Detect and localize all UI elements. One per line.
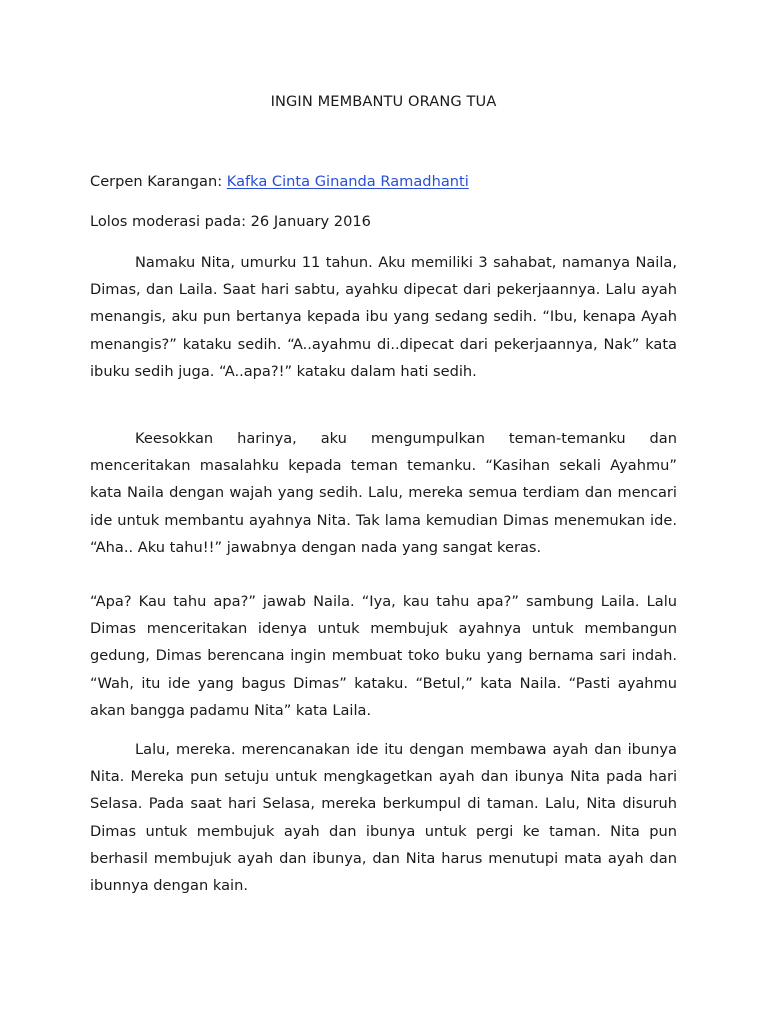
author-label: Cerpen Karangan: — [90, 173, 227, 190]
paragraph-2: Keesokkan harinya, aku mengumpulkan teman-temanku dan menceritakan masalahku kepada teman temanku. “Kasihan sekali Ayahmu” kata Naila dengan wajah yang sedih. Lalu, mereka semua terdiam dan mencari ide untuk membantu ayahnya Nita. Tak lama kemudian Dimas menemukan ide. “Aha.. Aku tahu!!” jawabnya dengan nada yang sangat keras. — [90, 430, 677, 556]
author-link[interactable]: Kafka Cinta Ginanda Ramadhanti — [226, 173, 469, 190]
document-page — [90, 0, 677, 1024]
paragraph-4: Lalu, mereka. merencanakan ide itu dengan membawa ayah dan ibunya Nita. Mereka pun setuju untuk mengkagetkan ayah dan ibunya Nita pada hari Selasa. Pada saat hari Selasa, mereka berkumpul di taman. Lalu, Nita disuruh Dimas untuk membujuk ayah dan ibunya untuk pergi ke taman. Nita pun berhasil membujuk ayah dan ibunya, dan Nita harus menutupi mata ayah dan ibunnya dengan kain. — [90, 741, 677, 895]
paragraph-1: Namaku Nita, umurku 11 tahun. Aku memiliki 3 sahabat, namanya Naila, Dimas, dan Laila. Saat hari sabtu, ayahku dipecat dari pekerjaannya. Lalu ayah menangis, aku pun bertanya kepada ibu yang sedang sedih. “Ibu, kenapa Ayah menangis?” kataku sedih. “A..ayahmu di..dipecat dari pekerjaannya, Nak” kata ibuku sedih juga. “A..apa?!” kataku dalam hati sedih. — [90, 254, 677, 380]
moderation-date: Lolos moderasi pada: 26 January 2016 — [90, 213, 371, 230]
author-line — [90, 172, 469, 192]
paragraph-3: “Apa? Kau tahu apa?” jawab Naila. “Iya, kau tahu apa?” sambung Laila. Lalu Dimas menceritakan idenya untuk membujuk ayahnya untuk membangun gedung, Dimas berencana ingin membuat toko buku yang bernama sari indah. “Wah, itu ide yang bagus Dimas” kataku. “Betul,” kata Naila. “Pasti ayahmu akan bangga padamu Nita” kata Laila. — [90, 593, 677, 719]
story-title: INGIN MEMBANTU ORANG TUA — [270, 93, 497, 110]
